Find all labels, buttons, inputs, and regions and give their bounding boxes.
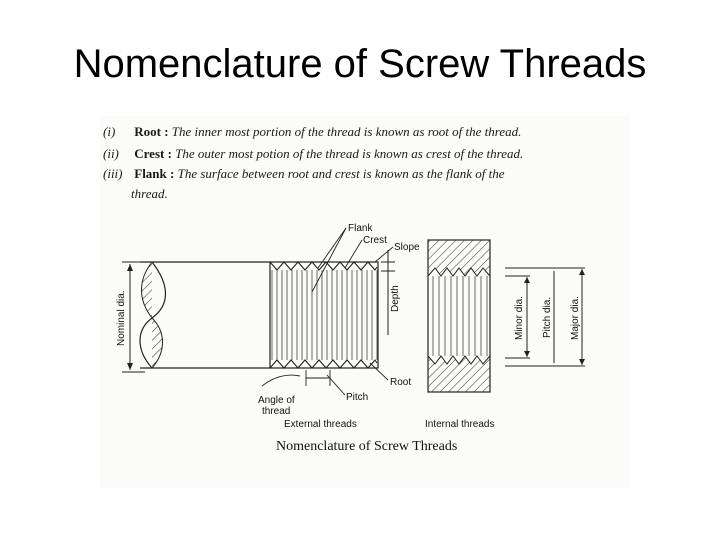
figure-caption: Nomenclature of Screw Threads <box>276 439 458 454</box>
depth-dimension <box>381 250 401 335</box>
pitch-label: Pitch <box>346 392 369 403</box>
depth-label: Depth <box>390 285 401 312</box>
angle-of-thread-label-line1: Angle of <box>258 395 295 406</box>
definition-term: Root : <box>134 124 169 139</box>
external-thread-body <box>270 262 378 368</box>
flank-label: Flank <box>348 223 373 234</box>
nominal-dia-dimension <box>116 262 145 372</box>
definition-term: Flank : <box>134 166 175 181</box>
definition-number: (iii) <box>103 166 123 181</box>
minor-dia-label: Minor dia. <box>514 296 525 340</box>
definition-continuation: thread. <box>131 186 168 201</box>
definition-text: The surface between root and crest is known as the flank of the <box>177 166 505 181</box>
slope-label: Slope <box>394 242 420 253</box>
definition-text: The inner most portion of the thread is known as root of the thread. <box>171 124 522 139</box>
nominal-dia-label: Nominal dia. <box>116 290 127 346</box>
diameter-dimensions <box>505 268 585 366</box>
internal-thread-body <box>428 240 490 392</box>
external-threads-label: External threads <box>284 419 357 430</box>
major-dia-label: Major dia. <box>570 296 581 340</box>
crest-label: Crest <box>363 235 387 246</box>
root-label: Root <box>390 377 412 388</box>
bolt-shank <box>140 262 270 368</box>
angle-of-thread-label-line2: thread <box>262 406 291 417</box>
internal-threads-label: Internal threads <box>425 419 495 430</box>
definition-number: (ii) <box>103 146 119 161</box>
pitch-dia-label: Pitch dia. <box>542 296 553 338</box>
definition-term: Crest : <box>134 146 172 161</box>
definition-text: The outer most potion of the thread is known as crest of the thread. <box>175 146 524 161</box>
definition-number: (i) <box>103 124 116 139</box>
slide-title: Nomenclature of Screw Threads <box>73 42 647 86</box>
